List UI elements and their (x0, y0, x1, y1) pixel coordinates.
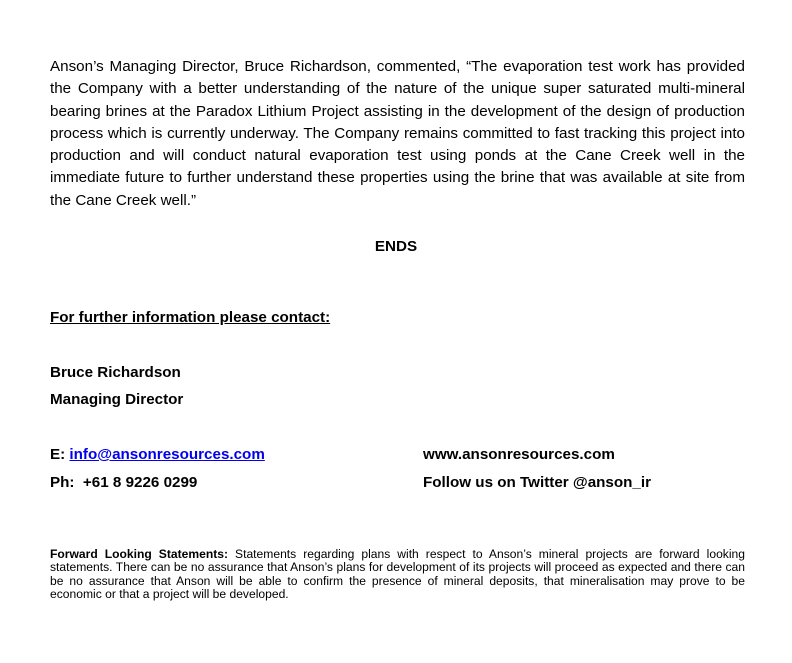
contact-heading: For further information please contact: (50, 309, 331, 326)
email-line (50, 446, 265, 463)
twitter-text: Follow us on Twitter @anson_ir (423, 474, 652, 491)
phone-label: Ph: (50, 474, 75, 491)
contact-name: Bruce Richardson (50, 364, 181, 381)
phone-number: +61 8 9226 0299 (82, 474, 198, 491)
ends-marker: ENDS (374, 238, 418, 255)
phone-line (50, 474, 197, 491)
forward-looking-label: Forward Looking Statements: (50, 547, 228, 561)
website-text: www.ansonresources.com (423, 446, 615, 463)
director-comment-paragraph: Anson’s Managing Director, Bruce Richardson, commented, “The evaporation test work has provided the Company with a better understanding of the nature of the unique super saturated multi-mineral bearing brines at the Paradox Lithium Project assisting in the development of the design of production process which is currently underway. The Company remains committed to fast tracking this project into production and will conduct natural evaporation test using ponds at the Cane Creek well in the immediate future to further understand these properties using the brine that was available at site from the Cane Creek well.” (50, 58, 745, 209)
forward-looking-text: Statements regarding plans with respect to Anson’s mineral projects are forward looking statements. There can be no assurance that Anson’s plans for development of its projects will proceed as expected and there can be no assurance that Anson will be able to confirm the presence of mineral deposits, that mineralisation may prove to be economic or that a project will be developed. (50, 547, 745, 602)
email-label: E: (50, 446, 66, 463)
forward-looking-statements (50, 548, 745, 602)
email-link[interactable]: info@ansonresources.com (69, 446, 265, 463)
contact-role: Managing Director (50, 391, 184, 408)
